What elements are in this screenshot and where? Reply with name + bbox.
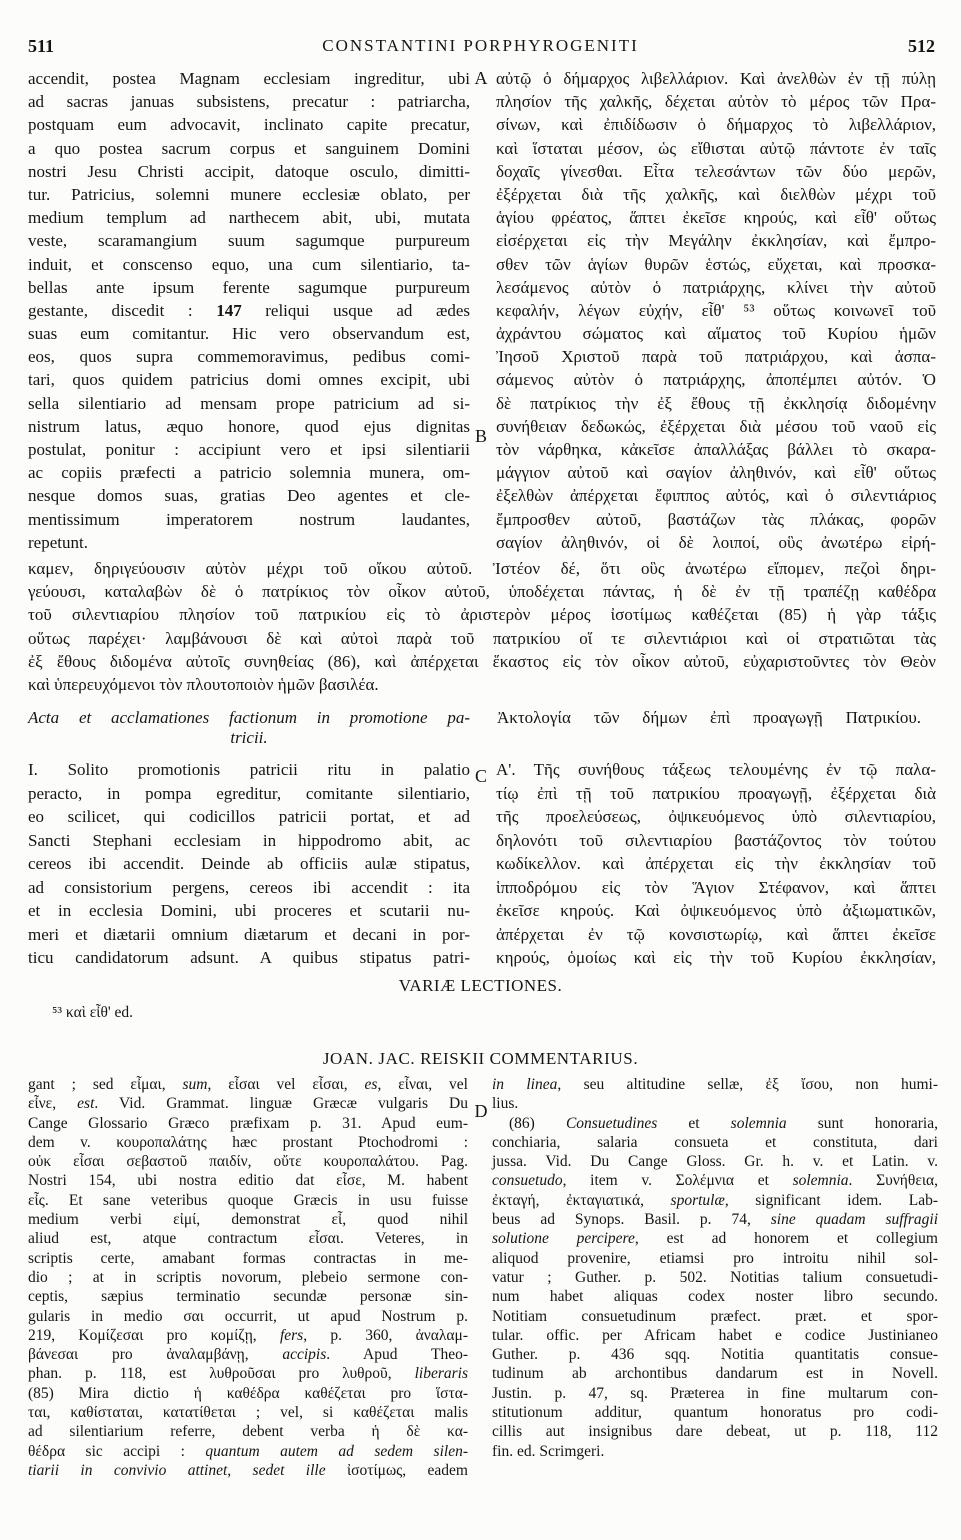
text-line: Sancti Stephani ecclesiam in hippodromo abit, ac <box>28 830 470 850</box>
page-number-left: 511 <box>28 36 55 56</box>
text-line: veste, scaramangium suum sagumque purpureum <box>28 231 470 251</box>
latin-text-column <box>28 67 470 554</box>
text-line: δοχαῖς γίνεσθαι. Εἶτα τελεσάντων τῶν δύο μερῶν, <box>496 161 936 181</box>
text-line: συνήθειαν δεδωκώς, ἐξέρχεται διὰ μέσου τοῦ ναοῦ εἰς <box>496 416 936 436</box>
text-segment: , item v. Σολέμνια et <box>562 1172 793 1190</box>
text-line: τὸν νάρθηκα, κἀκεῖσε ἀπαλλάξας βάλλει τὸ σκαρα- <box>496 440 936 459</box>
text-line: Notitiam consuetudinum præfect. præt. et spor- <box>492 1307 938 1325</box>
text-segment: εἶνε, <box>28 1095 78 1113</box>
text-line: gularis in medio σαι occurrit, ut apud Nostrum p. <box>28 1307 468 1325</box>
text-segment: sunt honoraria, <box>786 1114 938 1132</box>
commentary-paragraph <box>28 1075 468 1384</box>
text-line: postulat, ponitur : accipiunt vero et ipsi silentiarii <box>28 440 470 459</box>
text-line: tur. Patricius, solemni munere ecclesiæ oblato, per <box>28 184 470 204</box>
emphasized-text: sine quadam suffragii <box>770 1211 938 1229</box>
text-line: dio ; at in scriptis novorum, plebeio sermone con- <box>28 1268 468 1286</box>
text-segment: phan. p. 118, est λυθροῦσαι pro λυθροῦ, <box>28 1365 415 1383</box>
text-line: dem v. κουροπαλάτης hæc prostant Ptochodromi : <box>28 1133 468 1151</box>
text-segment: βάνεσαι pro ἀναλαμβάνῃ, <box>28 1346 283 1364</box>
text-line <box>28 1345 468 1364</box>
text-line: καὶ ἵσταται μέσον, ὡς εἴθισται αὐτῷ πάντοτε ἐν ταῖς <box>496 138 936 158</box>
text-line: ἐξέρχεται διὰ τῆς χαλκῆς, καὶ διελθὼν μέχρι τοῦ <box>496 184 936 204</box>
text-line: ad sacras januas subsistens, precatur : patriarcha, <box>28 92 470 112</box>
text-segment: , seu altitudine sellæ, ἐξ ἴσου, non humi- <box>557 1076 938 1093</box>
text-line: γεύουσι, καταλαβὼν δὲ ὁ πατρίκιος τὸν οἶκον αὐτοῦ, ὑποδέχεται πάντας, ἡ δὲ ἐν τῇ τραπέζῃ καθέδρα <box>28 582 936 602</box>
text-line: πλησίον τῆς χαλκῆς, δέχεται αὐτὸν τὸ μέρος τῶν Πρα- <box>496 92 936 112</box>
text-line: induit, et conscenso equo, una cum silentiario, ta- <box>28 254 470 274</box>
margin-letter-c: C <box>474 766 487 786</box>
text-line: nistrum latus, æquo honore, quod ejus dignitas <box>28 416 470 436</box>
margin-letter-b: B <box>474 426 487 446</box>
running-title: CONSTANTINI PORPHYROGENITI <box>322 36 639 55</box>
emphasized-text: liberaris <box>414 1365 468 1383</box>
text-line: I. Solito promotionis patricii ritu in palatio <box>28 760 470 779</box>
text-line: meri et diætarii omnium diætarum et decani in por- <box>28 924 470 944</box>
text-segment: , p. 360, ἀναλαμ- <box>303 1326 469 1344</box>
text-line <box>492 1229 938 1248</box>
text-line <box>492 1210 938 1229</box>
text-line: cereos ibi accendit. Deinde ab officiis aulæ stipatus, <box>28 854 470 873</box>
emphasized-text: sum <box>182 1076 208 1093</box>
text-line: ac copiis præfecti a patricio solemnia munera, om- <box>28 463 470 483</box>
commentary-right-column <box>492 1075 938 1461</box>
text-line: καὶ ὑπερευχόμενοι τὸν πλουτοποιὸν ἡμῶν βασιλέα. <box>28 674 379 694</box>
latin-section-i-text <box>28 758 470 970</box>
latin-section-heading <box>28 708 470 748</box>
text-line: et in ecclesia Domini, ubi proceres et scutarii nu- <box>28 901 470 920</box>
text-line: a quo postea sacrum corpus et sanguinem Domini <box>28 138 470 158</box>
text-line: num habet aliquas codex noster libro secundo. <box>492 1288 938 1306</box>
variae-lectiones-title: VARIÆ LECTIONES. <box>398 976 563 995</box>
text-segment: (86) <box>509 1114 566 1132</box>
emphasized-text: solemnia <box>730 1114 787 1132</box>
text-line: Α'. Τῆς συνήθους τάξεως τελουμένης ἐν τῷ παλα- <box>496 760 936 779</box>
text-line: Nostri 154, ubi nostra editio dat εἶσε, M. habent <box>28 1172 468 1190</box>
text-line: medium templum ad narthecem abit, ubi, mutata <box>28 208 470 228</box>
emphasized-text: sportulæ <box>670 1191 725 1209</box>
text-line: suas eum comitantur. Hic vero observandum est, <box>28 324 470 344</box>
text-line: aliud est, atque contractum εἶσαι. Veteres, in <box>28 1230 468 1248</box>
text-line: postquam eum advocavit, inclinato capite precatur, <box>28 115 470 135</box>
text-line: Cange Glossario Græco præfixam p. 31. Apud eum- <box>28 1114 468 1132</box>
text-line <box>28 1075 468 1094</box>
commentary-left-column <box>28 1075 468 1480</box>
text-line: Ἰησοῦ Χριστοῦ παρὰ τοῦ πατριάρχου, καὶ ἀσπα- <box>496 347 936 367</box>
text-line: κηρούς, ὁμοίως καὶ εἰς τὴν τοῦ Κυρίου ἐκκλησίαν, <box>496 948 936 967</box>
text-line: αὐτῷ ὁ δήμαρχος λιβελλάριον. Καὶ ἀνελθὼν ἐν τῇ πύλῃ <box>496 69 936 88</box>
emphasized-text: fers <box>279 1326 304 1344</box>
margin-letter-d: D <box>474 1101 488 1121</box>
text-line <box>492 1075 938 1094</box>
text-line: εἶς. Et sane veteribus quoque Græcis in usu fuisse <box>28 1191 468 1209</box>
text-line: ἀπέρχεται ἐν τῷ κονσιστωρίῳ, καὶ ἅπτει ἐκεῖσε <box>496 924 936 944</box>
emphasized-text: est <box>77 1095 95 1113</box>
text-segment: ἰσοτίμως, eadem <box>325 1461 468 1479</box>
emphasized-text: Consuetudines <box>565 1114 658 1132</box>
text-line: cillis aut insignibus dare debeat, ut p. 118, 112 <box>492 1423 938 1441</box>
text-segment: gant ; sed εἶμαι, <box>28 1076 183 1093</box>
text-line: τοῦ σιλεντιαρίου πλησίον τοῦ πατρικίου εἰς τὸ ἀριστερὸν μέρος ἰσοτίμως καθέζεται (85) ἡ γὰρ τάξις <box>28 605 936 625</box>
text-line: ἐξ ἔθους διδομένα αὐτοῖς συνηθείας (86), καὶ ἀπέρχεται ἕκαστος εἰς τὸν οἶκον αὐτοῦ, εὐχαριστοῦντες τὸν Θεὸν <box>28 651 936 671</box>
text-line <box>28 1461 468 1480</box>
text-segment: . Συνήθεια, <box>848 1172 938 1190</box>
text-line: ἔμπροσθεν αὐτοῦ, βαστάζων τὰς πλάκας, φορῶν <box>496 509 936 529</box>
greek-fullwidth-text <box>28 557 936 696</box>
heading-line: Acta et acclamationes factionum in promotione pa- <box>28 708 470 727</box>
text-line: σάμενος αὐτὸν ὁ πατριάρχης, ἀποπέμπει αὐτόν. Ὁ <box>496 370 936 390</box>
text-line: Guther. p. 436 sqq. Notitia quantitatis consue- <box>492 1346 938 1364</box>
emphasized-text: consuetudo <box>492 1172 563 1190</box>
text-segment: , εἶσαι vel εἶσαι, <box>207 1076 365 1093</box>
text-segment: et <box>657 1114 731 1132</box>
text-line: accendit, postea Magnam ecclesiam ingreditur, ubi <box>28 69 470 88</box>
text-line: τῆς προελεύσεως, ὀψικευόμενος ὑπὸ σιλεντιαρίου, <box>496 807 936 826</box>
text-line: vatur ; Guther. p. 502. Notitias talium consuetudi- <box>492 1268 938 1286</box>
text-line: καμεν, δηριγεύουσιν αὐτὸν μέχρι τοῦ οἴκου αὐτοῦ. Ἰστέον δέ, ὅτι οὓς ἀνωτέρω εἴπομεν, πεζοὶ δηρι- <box>28 559 936 578</box>
text-segment: reliqui usque ad ædes <box>241 300 470 320</box>
text-line: stitutionum additur, quantum honoratus pro codi- <box>492 1404 938 1422</box>
text-line: tari, quos quidem patricius domi omnes excipit, ubi <box>28 370 470 390</box>
text-line: eo scilicet, qui codicillos patricii portat, et ad <box>28 807 470 826</box>
commentary-paragraph <box>28 1384 468 1480</box>
text-line: tular. offic. per Africam habet e codice Justinianeo <box>492 1326 938 1344</box>
emphasized-text: accipis <box>282 1346 327 1364</box>
text-line: eos, quos supra commemoravimus, pedibus comi- <box>28 347 470 367</box>
greek-section-heading: Ἀκτολογία τῶν δήμων ἐπὶ προαγωγῇ Πατρικίου. <box>497 708 921 727</box>
emphasized-text: 147 <box>216 300 242 320</box>
emphasized-text: solemnia <box>792 1172 849 1190</box>
text-segment: , significant idem. Lab- <box>724 1191 938 1209</box>
greek-section-i-text <box>496 758 936 970</box>
text-line: σαγίον ἀληθινόν, οἱ δὲ λοιποί, οὓς ἀνωτέρω εἰρή- <box>496 532 936 552</box>
text-line <box>492 1191 938 1210</box>
text-line: μάγγιον αὐτοῦ καὶ σαγίον ἀληθινόν, καὶ εἶθ' οὕτως <box>496 463 936 483</box>
text-line: τίῳ ἐπὶ τῇ τοῦ πατρικίου προαγωγῇ, ἐξέρχεται διὰ <box>496 783 936 803</box>
text-segment: beus ad Synops. Basil. p. 74, <box>492 1211 771 1229</box>
text-line: Justin. p. 47, sq. Præterea in fine multarum con- <box>492 1384 938 1402</box>
text-line: bellas ante ipsum ferente sagumque purpureum <box>28 277 470 297</box>
text-line: ad consistorium pergens, cereos ibi accendit : ita <box>28 877 470 897</box>
emphasized-text: es <box>364 1076 378 1093</box>
text-segment: , est ad honorem et collegium <box>634 1230 938 1248</box>
commentary-paragraph <box>492 1114 938 1461</box>
text-line <box>28 1326 468 1345</box>
greek-text-column <box>496 67 936 554</box>
page-number-right: 512 <box>908 36 935 56</box>
text-line: peracto, in pompa egreditur, comitante silentiario, <box>28 783 470 803</box>
text-line: aliquod provenire, etiamsi pro introitu nihil sol- <box>492 1249 938 1267</box>
commentary-paragraph <box>492 1075 938 1114</box>
text-segment: . Apud Theo- <box>326 1346 468 1364</box>
text-line: lius. <box>492 1095 519 1113</box>
text-line: σίνων, καὶ ἐπιδίδωσιν ὁ δήμαρχος τὸ λιβελλάριον, <box>496 115 936 135</box>
text-line <box>28 1364 468 1383</box>
text-line: jussa. Vid. Du Cange Gloss. Gr. h. v. et Latin. v. <box>492 1153 938 1171</box>
text-line <box>492 1114 938 1133</box>
text-line <box>28 1442 468 1461</box>
emphasized-text: solutione percipere <box>492 1230 635 1248</box>
text-line: scriptis certe, amabant formas contractas in me- <box>28 1249 468 1267</box>
text-line: ἐκεῖσε κηρούς. Καὶ ὀψικευόμενος ὑπὸ ἀξιωματικῶν, <box>496 901 936 920</box>
text-segment: ἐκταγή, ἐκταγιατικά, <box>492 1191 671 1209</box>
text-line: nesque domos suas, gratias Deo agentes et cle- <box>28 486 470 506</box>
text-segment: gestante, discedit : <box>28 300 217 320</box>
text-line: ἐξελθὼν ἀπέρχεται ἔφιππος αὐτός, καὶ ὁ σιλεντιάριος <box>496 486 936 506</box>
text-segment: . Vid. Grammat. linguæ Græcæ vulgaris Du <box>94 1095 468 1113</box>
margin-letter-a: A <box>474 68 488 88</box>
text-line: (85) Mira dictio ἡ καθέδρα καθέζεται pro ἵστα- <box>28 1384 468 1402</box>
text-line: ceptis, sæpius terminatio secundæ personæ sin- <box>28 1288 468 1306</box>
text-segment: 219, Κομίζεσαι pro κομίζῃ, <box>28 1326 280 1344</box>
text-line: sella silentiario ad mensam prope patricium ad si- <box>28 393 470 413</box>
text-line: λεσάμενος αὐτὸν ὁ πατριάρχης, κλίνει τὴν αὐτοῦ <box>496 277 936 297</box>
text-line: ad silentiarium referre, debent verba ἡ δὲ κα- <box>28 1423 468 1441</box>
text-line: repetunt. <box>28 532 88 552</box>
text-line: ἁγίου φρέατος, ἅπτει ἐκεῖσε κηρούς, καὶ εἶθ' οὕτως <box>496 208 936 228</box>
text-line <box>28 1094 468 1113</box>
text-line: fin. ed. Scrimgeri. <box>492 1442 605 1460</box>
text-line: οὕτως παρέχει· λαμβάνουσι δὲ καὶ αὐτοὶ παρὰ τοῦ πατρικίου οἵ τε σιλεντιάριοι καὶ οἱ στρατιῶται τὰς <box>28 628 936 648</box>
text-line: ticu candidatorum adsunt. A quibus stipatus patri- <box>28 948 470 967</box>
text-line: ἀχράντου σώματος καὶ αἵματος τοῦ Κυρίου ἡμῶν <box>496 324 936 344</box>
variant-reading-note: ⁵³ καὶ εἶθ' ed. <box>52 1004 134 1021</box>
heading-line: tricii. <box>230 728 268 747</box>
text-line: medium verbi εἰμί, demonstrat εἶ, quod nihil <box>28 1211 468 1229</box>
text-line: nostri Jesu Christi accipit, datoque osculo, dimitti- <box>28 161 470 181</box>
text-line: ἱπποδρόμου εἰς τὸν Ἅγιον Στέφανον, καὶ ἅπτει <box>496 877 936 897</box>
text-line: δηλονότι τοῦ σιλεντιαρίου βαστάζοντος τὸν τούτου <box>496 830 936 850</box>
text-line: κεφαλήν, λέγων εὐχήν, εἶθ' ⁵³ οὕτως κοινωνεῖ τοῦ <box>496 300 936 320</box>
text-line: σθεν τῶν ἁγίων θυρῶν ἑστώς, εὔχεται, καὶ προσκα- <box>496 254 936 274</box>
text-line <box>492 1171 938 1190</box>
emphasized-text: quantum autem ad sedem silen- <box>205 1442 468 1460</box>
text-line: δὲ πατρίκιος τὴν ἐξ ἔθους τῇ ἐκκλησίᾳ διδομένην <box>496 393 936 413</box>
text-line: κωδίκελλον. καὶ ἀπέρχεται εἰς τὴν ἐκκλησίαν τοῦ <box>496 854 936 873</box>
text-segment: , εἶναι, vel <box>377 1076 468 1093</box>
emphasized-text: in linea <box>492 1076 558 1093</box>
text-segment: θέδρα sic accipi : <box>28 1442 206 1460</box>
commentary-title: JOAN. JAC. REISKII COMMENTARIUS. <box>322 1049 639 1068</box>
text-line: οὐκ εἶσαι σεβαστοῦ παιδίν, οὔτε κουροπαλάτου. Pag. <box>28 1153 468 1171</box>
emphasized-text: tiarii in convivio attinet, sedet ille <box>28 1461 326 1479</box>
text-line <box>28 299 470 322</box>
text-line: tudinum ab archontibus dandarum est in Novell. <box>492 1365 938 1383</box>
text-line: εἰσέρχεται εἰς τὴν Μεγάλην ἐκκλησίαν, καὶ ἔμπρο- <box>496 231 936 251</box>
text-line: mentissimum imperatorem nostrum laudantes, <box>28 509 470 529</box>
text-line: ται, καθίσταται, κατατίθεται ; vel, si καθέζεται malis <box>28 1404 468 1422</box>
text-line: conchiaria, salaria consueta et constituta, dari <box>492 1133 938 1151</box>
